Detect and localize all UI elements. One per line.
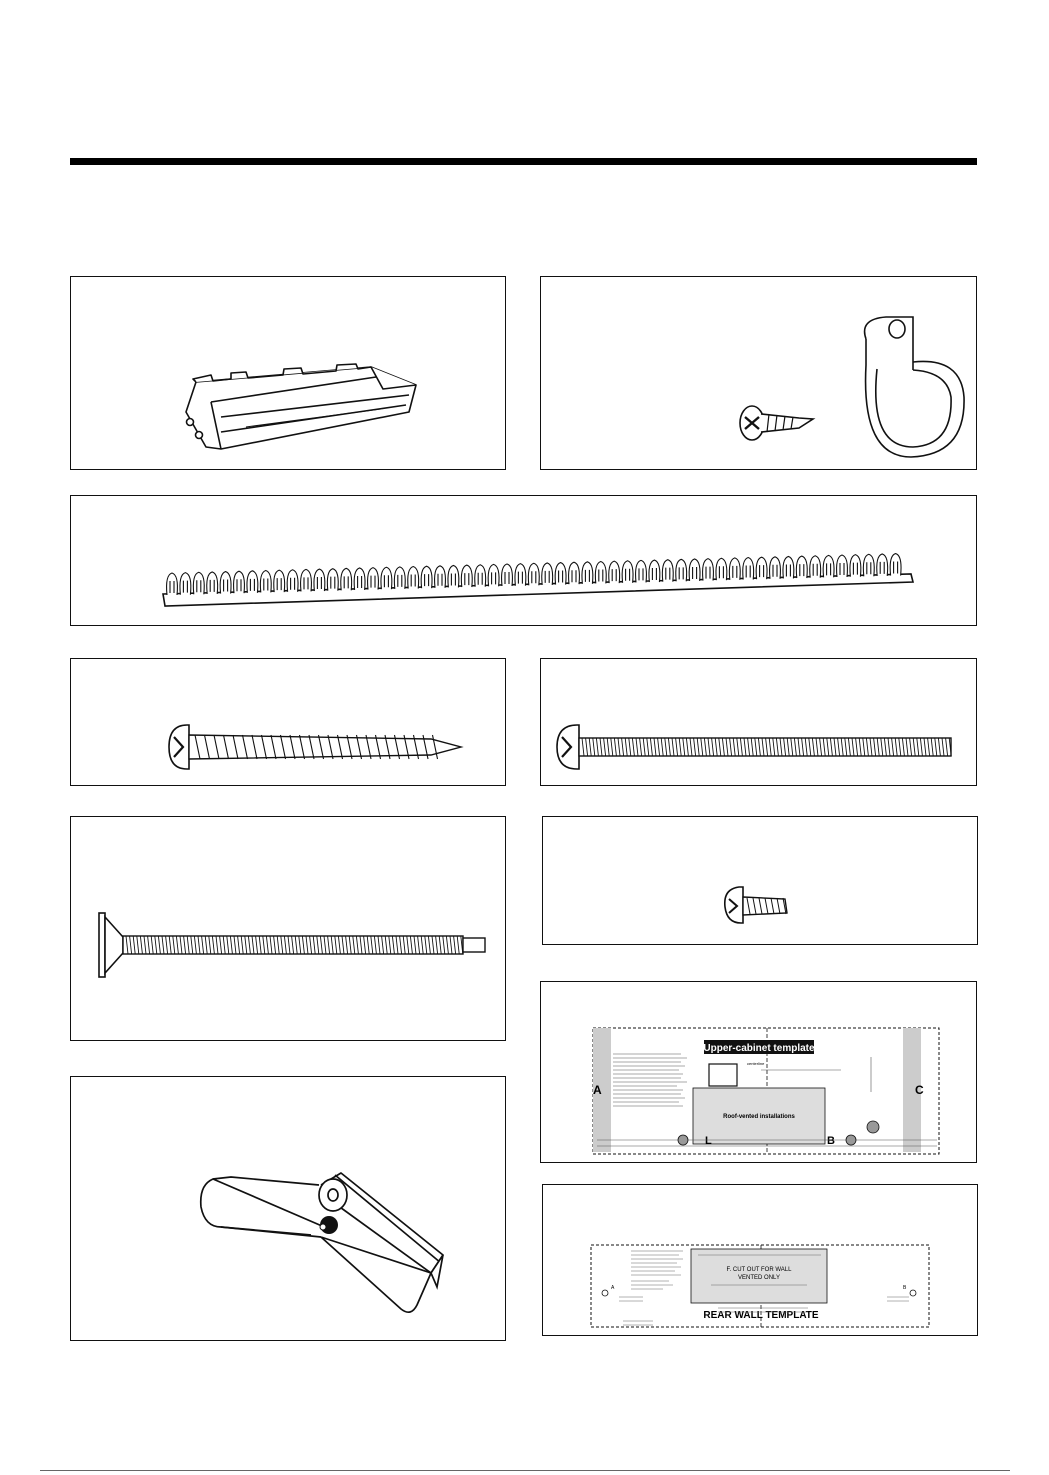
rear-template-cutout-line2: VENTED ONLY <box>738 1275 780 1281</box>
machine-screw-illustration <box>541 659 978 787</box>
rear-template-cutout-line1: F. CUT OUT FOR WALL <box>726 1267 792 1273</box>
part-box-cable-strip <box>70 495 977 626</box>
rear-template-label-b: B <box>903 1285 907 1291</box>
part-box-clamp-screw <box>540 276 977 470</box>
upper-template-roof-label: Roof-vented installations <box>723 1114 795 1120</box>
rear-template-title: REAR WALL TEMPLATE <box>703 1310 819 1321</box>
cable-strip-illustration <box>71 496 978 627</box>
upper-template-label-a: A <box>593 1083 602 1097</box>
clamp-screw-illustration <box>541 277 978 471</box>
upper-template-label-b: B <box>827 1135 835 1147</box>
toggle-anchor-illustration <box>71 1077 507 1342</box>
part-box-upper-template <box>540 981 977 1163</box>
part-box-machine-screw <box>540 658 977 786</box>
upper-template-label-c: C <box>915 1083 924 1097</box>
header-rule <box>70 158 977 165</box>
part-box-rear-template <box>542 1184 978 1336</box>
part-box-toggle-anchor <box>70 1076 506 1341</box>
part-box-wood-screw <box>70 658 506 786</box>
rear-template-label-a: A <box>611 1285 615 1291</box>
upper-cabinet-template-illustration <box>541 982 978 1164</box>
part-box-damper <box>70 276 506 470</box>
upper-template-label-l: L <box>705 1135 712 1147</box>
small-screw-illustration <box>543 817 979 946</box>
damper-illustration <box>71 277 507 471</box>
footer-rule <box>40 1470 1010 1471</box>
part-box-bolt <box>70 816 506 1041</box>
bolt-illustration <box>71 817 507 1042</box>
upper-template-title: Upper-cabinet template <box>703 1043 815 1054</box>
wood-screw-illustration <box>71 659 507 787</box>
part-box-small-screw <box>542 816 978 945</box>
upper-template-center-label: centerline <box>747 1061 765 1066</box>
rear-wall-template-illustration <box>543 1185 979 1337</box>
